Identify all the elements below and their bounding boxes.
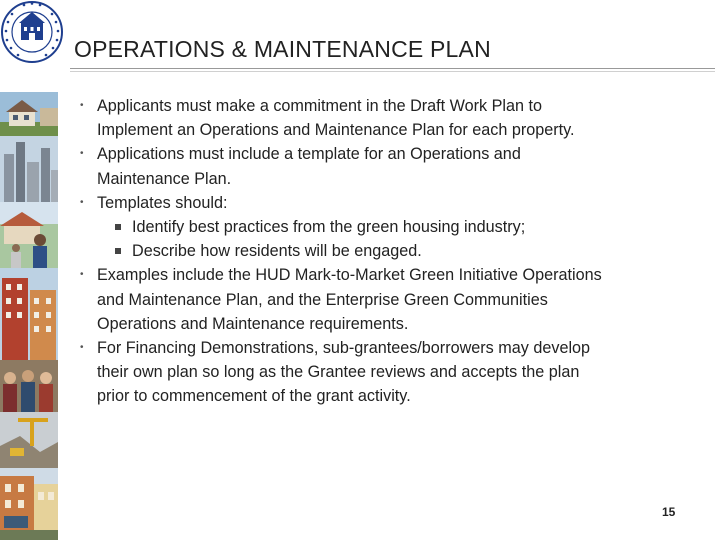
slide-title: OPERATIONS & MAINTENANCE PLAN <box>74 36 491 62</box>
hud-seal-icon <box>0 0 68 68</box>
title-rule-light <box>70 71 715 72</box>
bullet-marker: • <box>80 269 84 281</box>
street-storefront-photo <box>0 468 58 540</box>
title-rule <box>70 68 715 69</box>
bullet-text: Templates should: <box>97 193 228 212</box>
bullet-marker: • <box>80 196 84 208</box>
bullet-text: Implement an Operations and Maintenance Plan for each property. <box>97 121 575 140</box>
sub-bullet-item <box>80 239 680 263</box>
bullet-marker: • <box>80 148 84 160</box>
bullet-item <box>80 191 680 215</box>
bullet-item <box>80 263 680 336</box>
construction-photo <box>0 412 58 468</box>
city-skyline-photo <box>0 136 58 202</box>
sub-bullet-text: Identify best practices from the green housing industry; <box>132 218 526 237</box>
bullet-text: and Maintenance Plan, and the Enterprise Green Communities <box>97 290 548 309</box>
bullet-text: their own plan so long as the Grantee reviews and accepts the plan <box>97 363 580 382</box>
bullet-item <box>80 336 680 409</box>
sub-bullet-item <box>80 215 680 239</box>
bullet-list <box>80 94 680 409</box>
bullet-item <box>80 142 680 190</box>
group-photo <box>0 360 58 412</box>
sub-bullet-marker <box>115 224 121 230</box>
brick-buildings-photo <box>0 268 58 360</box>
bullet-text: Examples include the HUD Mark-to-Market Green Initiative Operations <box>97 266 602 285</box>
sub-bullet-text: Describe how residents will be engaged. <box>132 242 422 261</box>
bullet-item <box>80 94 680 142</box>
bullet-text: Applicants must make a commitment in the Draft Work Plan to <box>97 97 543 115</box>
page-number: 15 <box>662 505 676 519</box>
house-photo <box>0 92 58 136</box>
sub-bullet-marker <box>115 248 121 254</box>
bullet-text: For Financing Demonstrations, sub-grantees/borrowers may develop <box>97 339 591 358</box>
bullet-text: prior to commencement of the grant activity. <box>97 387 411 406</box>
photo-strip <box>0 92 58 540</box>
bullet-text: Operations and Maintenance requirements. <box>97 314 409 333</box>
people-outdoors-photo <box>0 202 58 268</box>
bullet-text: Maintenance Plan. <box>97 169 232 188</box>
bullet-text: Applications must include a template for an Operations and <box>97 145 521 164</box>
bullet-marker: • <box>80 342 84 354</box>
bullet-marker: • <box>80 100 84 111</box>
